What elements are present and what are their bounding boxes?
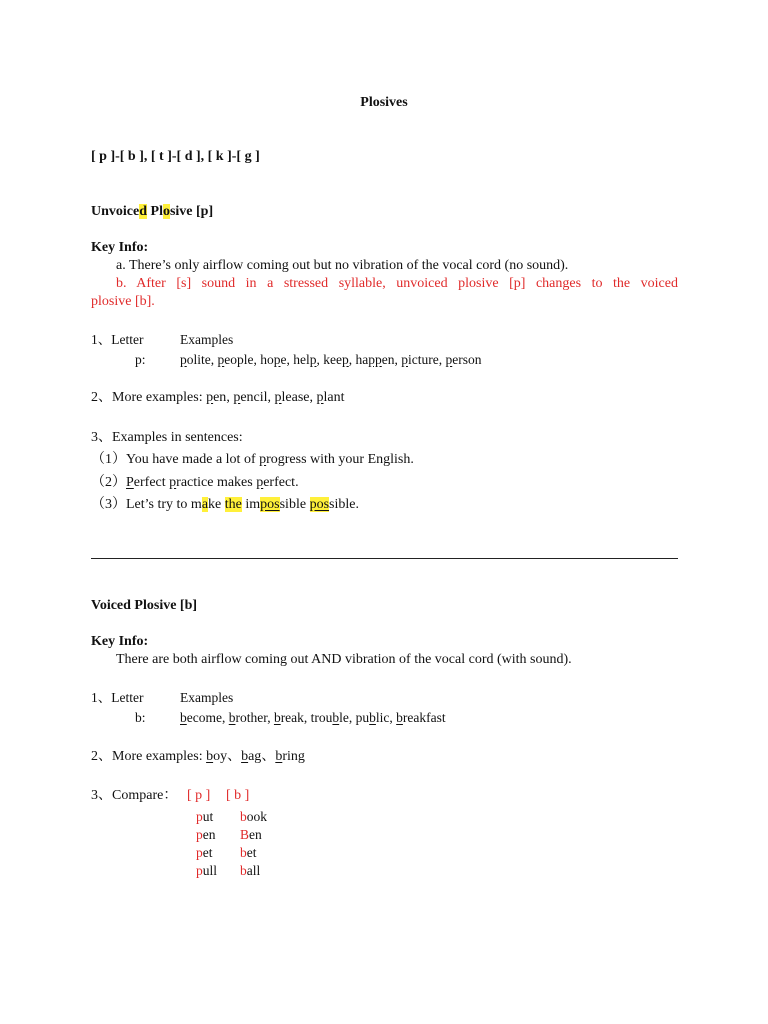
heading-part: Pl	[147, 204, 163, 219]
word-part: ag	[248, 749, 262, 764]
example-word	[275, 749, 305, 764]
sentence-2	[91, 474, 299, 492]
sentence-text: （3）Let’s try to m	[91, 497, 202, 512]
voiced-heading: Voiced Plosive [b]	[91, 598, 198, 613]
underlined-letter: p	[341, 352, 349, 367]
compare-word-b	[240, 808, 267, 826]
underlined-letter: b	[369, 710, 376, 725]
page-title: Plosives	[360, 95, 408, 110]
example-word	[260, 352, 286, 367]
word-part: lant	[323, 390, 345, 405]
compare-word-b	[240, 826, 262, 844]
example-word	[275, 390, 310, 405]
word-part: reak	[280, 710, 304, 725]
example-word	[323, 352, 348, 367]
compare-rest: all	[246, 863, 261, 878]
underlined-letter: b	[275, 749, 283, 764]
underlined-letter: p	[316, 390, 324, 405]
word-part: oy	[213, 749, 228, 764]
unvoiced-info-a: a. There’s only airflow coming out but no vibration of the vocal cord (no sound).	[116, 258, 569, 273]
unvoiced-letter: p:	[135, 352, 146, 367]
compare-head-b: [ b ]	[226, 788, 250, 803]
underlined-letter: p	[217, 352, 225, 367]
example-word	[356, 710, 390, 725]
compare-letter: B	[240, 827, 250, 842]
highlighted-text: pos	[260, 497, 280, 512]
word-part: le	[339, 710, 349, 725]
unvoiced-heading	[91, 203, 213, 221]
word-separator: ,	[316, 352, 324, 367]
voiced-example-words	[180, 709, 446, 727]
underlined-letter: p	[259, 452, 267, 467]
compare-rest: ook	[246, 809, 267, 824]
more-examples-words	[206, 749, 305, 764]
example-word	[396, 710, 445, 725]
compare-letter: p	[196, 863, 203, 878]
underlined-letter: b	[206, 749, 214, 764]
compare-rest: en	[202, 827, 216, 842]
example-word	[241, 749, 261, 764]
word-separator: 、	[261, 749, 276, 764]
unvoiced-info-b-line1: b. After [s] sound in a stressed syllable, unvoiced plosive [p] changes to the voiced	[116, 276, 678, 291]
word-part: ha	[355, 352, 369, 367]
compare-letter: b	[240, 845, 247, 860]
word-separator: ,	[348, 352, 356, 367]
voiced-key-info-label: Key Info:	[91, 634, 149, 649]
sentence-text: ractice makes	[176, 475, 257, 490]
underlined-letter: p	[233, 390, 241, 405]
sentence-text: sible.	[329, 497, 359, 512]
highlighted-text: a	[201, 497, 209, 512]
compare-letter: p	[196, 845, 203, 860]
word-separator: ,	[253, 352, 261, 367]
example-word	[233, 390, 267, 405]
word-separator: ,	[394, 352, 402, 367]
underlined-letter: b	[332, 710, 340, 725]
heading-part: Unvoice	[91, 204, 140, 219]
underlined-letter: b	[228, 710, 236, 725]
example-word	[317, 390, 345, 405]
example-word	[229, 710, 267, 725]
voiced-info: There are both airflow coming out AND vibration of the vocal cord (with sound).	[116, 652, 572, 667]
unvoiced-examples-label: Examples	[180, 332, 234, 347]
compare-rest: et	[246, 845, 257, 860]
word-part: encil	[240, 390, 268, 405]
word-part: ho	[260, 352, 274, 367]
example-word	[218, 352, 254, 367]
word-part: en	[213, 390, 227, 405]
sentence-text: im	[241, 497, 261, 512]
example-word	[355, 352, 394, 367]
compare-letter: p	[196, 809, 203, 824]
example-word	[445, 352, 481, 367]
word-part: rother	[235, 710, 268, 725]
voiced-letter: b:	[135, 710, 146, 725]
compare-word-p	[196, 862, 217, 880]
underlined-letter: b	[180, 710, 187, 725]
voiced-examples-label: Examples	[180, 690, 234, 705]
underlined-letter: p	[273, 352, 281, 367]
compare-rest: en	[249, 827, 262, 842]
word-separator: ,	[226, 390, 234, 405]
compare-word-p	[196, 808, 213, 826]
sentences-label: 3、Examples in sentences:	[91, 430, 243, 445]
heading-highlight: d	[139, 204, 148, 219]
voiced-more-examples	[91, 748, 305, 766]
example-word	[180, 352, 211, 367]
example-word	[274, 710, 304, 725]
example-word	[401, 352, 438, 367]
word-separator: ,	[348, 710, 356, 725]
compare-letter: b	[240, 809, 247, 824]
underlined-letter: P	[126, 475, 134, 490]
plosive-pairs: [ p ]-[ b ], [ t ]-[ d ], [ k ]-[ g ]	[91, 149, 260, 164]
sentence-text: rogress with your English.	[266, 452, 414, 467]
word-part: olite	[186, 352, 211, 367]
underlined-letter: p	[401, 352, 408, 367]
sentence-text: erfect.	[263, 475, 299, 490]
example-word	[206, 390, 226, 405]
unvoiced-info-b-line2: plosive [b].	[91, 294, 155, 309]
word-part: ring	[282, 749, 305, 764]
unvoiced-example-words	[180, 351, 481, 369]
word-separator: ,	[267, 710, 274, 725]
underlined-letter: b	[273, 710, 281, 725]
underlined-letter: p	[309, 352, 317, 367]
word-separator: ,	[221, 710, 229, 725]
word-part: ecome	[186, 710, 222, 725]
underlined-letter: p	[274, 390, 282, 405]
compare-label: 3、Compare：	[91, 788, 178, 803]
section-divider	[91, 558, 678, 559]
word-separator: 、	[227, 749, 242, 764]
more-examples-label: 2、More examples:	[91, 390, 207, 405]
underlined-letter: p	[445, 352, 453, 367]
word-part: lease	[281, 390, 310, 405]
word-part: hel	[293, 352, 310, 367]
word-part: pu	[355, 710, 370, 725]
word-separator: ,	[389, 710, 397, 725]
underlined-letter: b	[241, 749, 249, 764]
word-separator: ,	[286, 352, 294, 367]
underlined-letter: p	[256, 475, 264, 490]
sentence-text: sible	[279, 497, 310, 512]
sentence-3	[91, 496, 359, 514]
word-part: eople	[224, 352, 254, 367]
underlined-letter: p	[169, 475, 177, 490]
word-separator: ,	[309, 390, 317, 405]
compare-letter: p	[196, 827, 203, 842]
underlined-letter: p	[180, 352, 187, 367]
word-part: kee	[323, 352, 342, 367]
compare-word-p	[196, 844, 213, 862]
compare-rest: et	[202, 845, 213, 860]
highlighted-text: the	[224, 497, 242, 512]
word-part: erson	[452, 352, 482, 367]
heading-part: sive [p]	[169, 204, 214, 219]
word-separator: ,	[303, 710, 311, 725]
voiced-letter-label: 1、Letter	[91, 690, 144, 705]
underlined-letter: b	[396, 710, 403, 725]
compare-word-b	[240, 844, 257, 862]
example-word	[293, 352, 316, 367]
word-part: trou	[310, 710, 333, 725]
example-word	[206, 749, 227, 764]
word-separator: ,	[267, 390, 275, 405]
unvoiced-key-info-label: Key Info:	[91, 240, 149, 255]
compare-word-p	[196, 826, 216, 844]
unvoiced-letter-label: 1、Letter	[91, 332, 144, 347]
word-part: e	[280, 352, 287, 367]
underlined-letter: pp	[368, 352, 382, 367]
sentence-text: ke	[208, 497, 225, 512]
compare-rest: ut	[202, 809, 214, 824]
example-word	[180, 710, 222, 725]
compare-word-b	[240, 862, 260, 880]
heading-highlight: o	[162, 204, 170, 219]
more-examples-label: 2、More examples:	[91, 749, 207, 764]
highlighted-text: pos	[309, 497, 330, 512]
sentence-1	[91, 451, 414, 469]
sentence-number: （2）	[91, 475, 126, 490]
word-part: lic	[375, 710, 390, 725]
example-word	[311, 710, 349, 725]
compare-rest: ull	[202, 863, 218, 878]
compare-head-p: [ p ]	[187, 788, 211, 803]
word-separator: ,	[210, 352, 218, 367]
word-part: icture	[407, 352, 439, 367]
word-separator: ,	[438, 352, 446, 367]
sentence-text: erfect	[133, 475, 170, 490]
word-part: en	[381, 352, 395, 367]
compare-letter: b	[240, 863, 247, 878]
underlined-letter: p	[206, 390, 214, 405]
sentence-text: （1）You have made a lot of	[91, 452, 260, 467]
more-examples-words	[206, 390, 344, 405]
word-part: reakfast	[402, 710, 446, 725]
unvoiced-more-examples	[91, 389, 345, 407]
